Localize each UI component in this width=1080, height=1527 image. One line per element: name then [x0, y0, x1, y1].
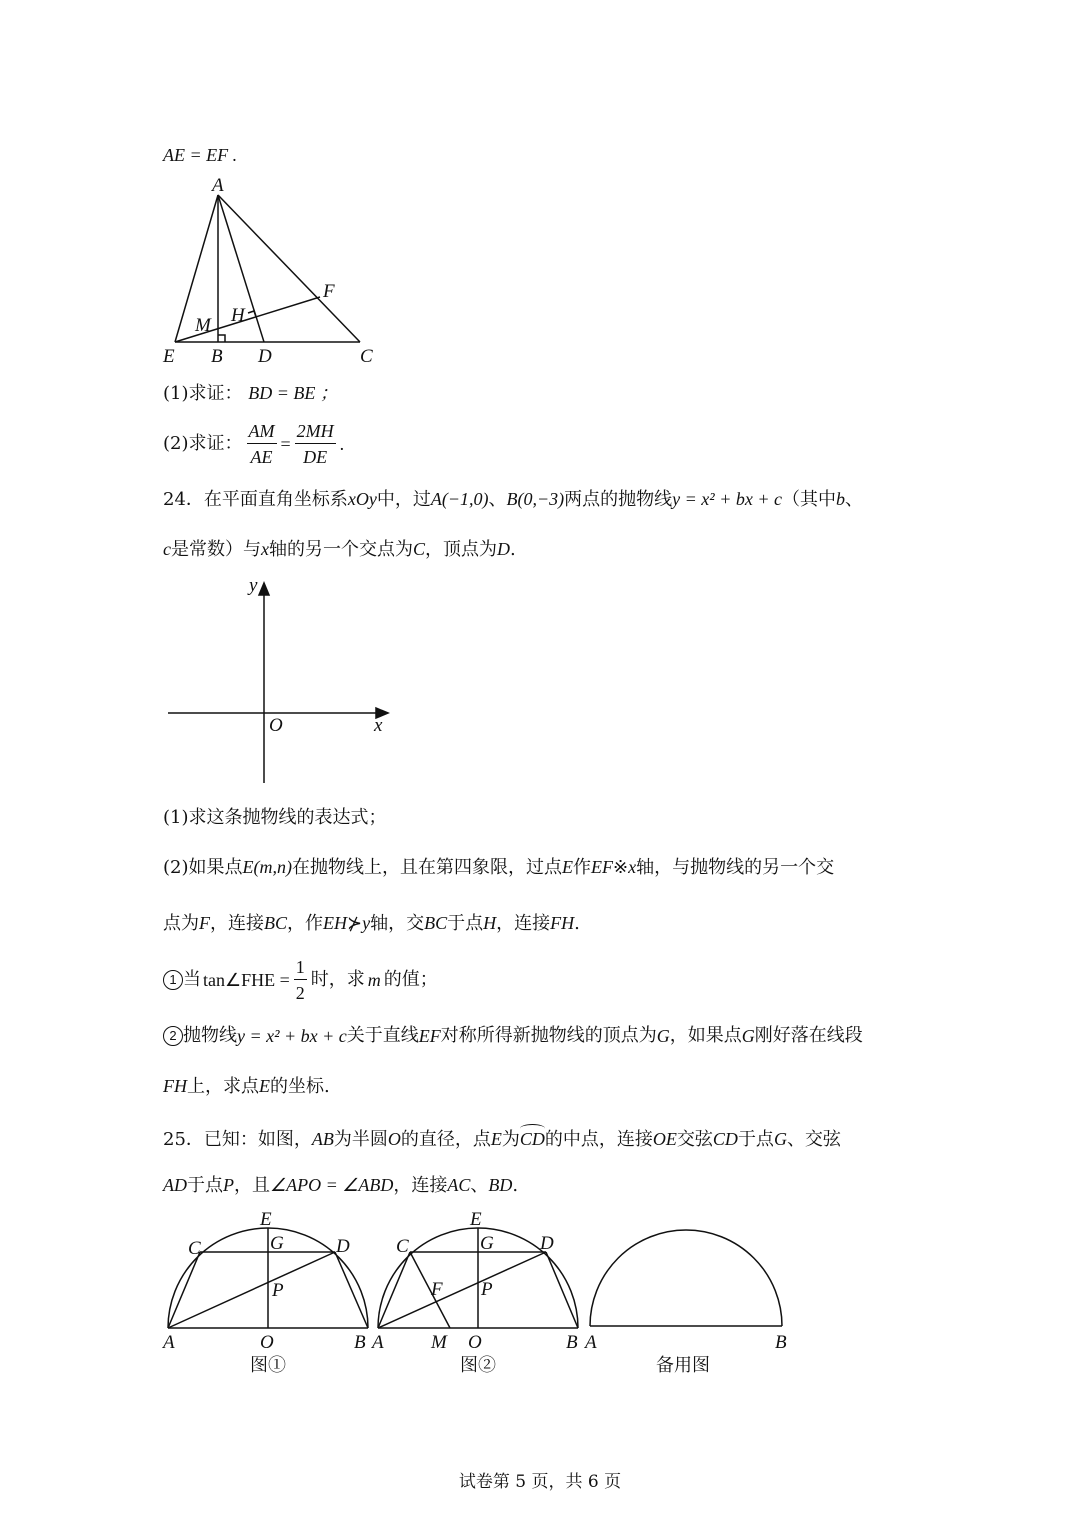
segment-AC [378, 1252, 410, 1328]
semicircle-figure-2 [368, 1208, 588, 1378]
q25-statement-line1: 25．已知：如图，AB为半圆O的直径，点E为CD的中点，连接OE交弦CD于点G、交弦 [163, 1126, 841, 1149]
circled-number-1: 1 [163, 970, 183, 990]
fraction-one-half: $\frac{1}{2}$ [295, 957, 305, 1003]
q25-statement-line2: AD于点P，且∠APO = ∠ABD，连接AC、BD. [163, 1175, 519, 1196]
label-C: C [188, 1238, 201, 1259]
q24-subquestion-2-line2: FH上，求点E的坐标. [163, 1076, 330, 1097]
semicircle-arc [590, 1230, 782, 1326]
y-axis-arrow [259, 583, 269, 595]
label-D: D [336, 1236, 350, 1257]
prev-question-1: (1)求证： BD = BE ； [163, 383, 338, 404]
label-B: B [211, 346, 223, 367]
prev-problem-conclusion: AE = EF . [163, 145, 238, 165]
fraction-am-ae: $\frac{AM}{AE}$ [248, 421, 275, 467]
segment-AD [168, 1252, 335, 1328]
caption-spare: 备用图 [656, 1355, 710, 1376]
q24-question-1: (1)求这条抛物线的表达式； [163, 807, 387, 828]
label-M: M [195, 315, 211, 336]
q24-subquestion-1: 1 当 tan∠FHE = $\frac{1}{2}$ 时，求 m 的值； [163, 958, 438, 1002]
label-G: G [270, 1233, 284, 1254]
semicircle-figure-1 [160, 1208, 375, 1378]
page-footer: 试卷第 5 页，共 6 页 [458, 1472, 622, 1492]
q24-subquestion-2-line1: 2 抛物线 y = x² + bx + c 关于直线 EF 对称所得新抛物线的顶点为 G ，如果点 G 刚好落在线段 [163, 1026, 863, 1046]
segment-AC [168, 1252, 200, 1328]
label-B: B [566, 1332, 578, 1353]
label-P: P [272, 1280, 284, 1301]
label-H: H [231, 305, 245, 326]
semicircle-spare-figure [582, 1208, 797, 1378]
coordinate-axes [160, 575, 400, 790]
segment-BD [546, 1252, 578, 1328]
q24-statement-line2: c是常数）与x轴的另一个交点为C，顶点为D. [163, 539, 516, 560]
label-C: C [396, 1236, 409, 1257]
label-A: A [372, 1332, 384, 1353]
axis-label-x: x [374, 715, 383, 736]
right-angle-mark-H [248, 311, 256, 317]
arc-cd: CD [520, 1126, 545, 1148]
triangle-figure [160, 175, 400, 375]
label-B: B [354, 1332, 366, 1353]
label-E: E [470, 1209, 482, 1230]
label-O: O [260, 1332, 274, 1353]
label-P: P [481, 1279, 493, 1300]
label-A: A [163, 1332, 175, 1353]
label-C: C [360, 346, 373, 367]
label-G: G [480, 1233, 494, 1254]
q24-question-2-line1: (2)如果点E(m,n)在抛物线上，且在第四象限，过点E作EF※x轴，与抛物线的另一个交 [163, 857, 835, 878]
axis-label-y: y [249, 575, 258, 596]
label-D: D [540, 1233, 554, 1254]
label-E: E [260, 1209, 272, 1230]
segment-BD [335, 1252, 368, 1328]
q24-question-2-line2: 点为F，连接BC，作EH⊁y轴，交BC于点H，连接FH. [163, 913, 580, 934]
prev-question-2: (2)求证： $\frac{AM}{AE}$ = $\frac{2MH}{DE}$ . [163, 421, 345, 467]
label-A: A [212, 175, 224, 196]
label-O: O [468, 1332, 482, 1353]
label-A: A [585, 1332, 597, 1353]
caption-fig1: 图① [250, 1355, 286, 1376]
circled-number-2: 2 [163, 1026, 183, 1046]
segment-CM [410, 1252, 450, 1328]
label-M: M [431, 1332, 447, 1353]
q24-statement-line1: 24．在平面直角坐标系xOy中，过A(−1,0)、B(0,−3)两点的抛物线y = x² + bx + c（其中b、 [163, 489, 863, 510]
right-angle-mark-B [218, 335, 225, 342]
label-D: D [258, 346, 272, 367]
label-E: E [163, 346, 175, 367]
label-F: F [323, 281, 335, 302]
fraction-2mh-de: $\frac{2MH}{DE}$ [296, 421, 334, 467]
caption-fig2: 图② [460, 1355, 496, 1376]
origin-label: O [269, 715, 283, 736]
label-B: B [775, 1332, 787, 1353]
label-F: F [431, 1279, 443, 1300]
segment-AD [378, 1252, 546, 1328]
